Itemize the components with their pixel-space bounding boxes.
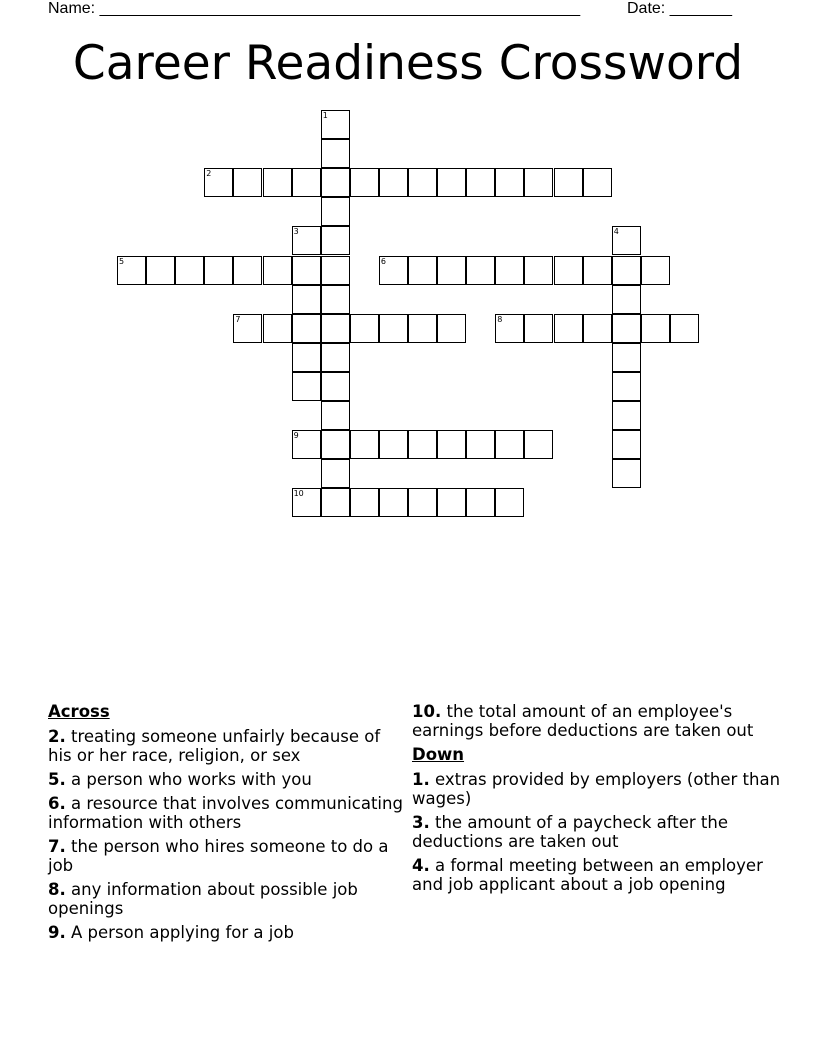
grid-cell[interactable] xyxy=(146,256,175,285)
grid-cell[interactable] xyxy=(437,256,466,285)
grid-cell[interactable] xyxy=(321,488,350,517)
grid-cell[interactable] xyxy=(292,343,321,372)
grid-cell[interactable] xyxy=(292,488,321,517)
grid-cell[interactable] xyxy=(350,488,379,517)
grid-cell[interactable] xyxy=(524,314,553,343)
clue-text: the total amount of an employee's earnings before deductions are taken out xyxy=(412,702,754,740)
clue-down-1 xyxy=(412,770,782,808)
grid-cell[interactable] xyxy=(408,314,437,343)
grid-cell[interactable] xyxy=(321,372,350,401)
grid-cell[interactable] xyxy=(554,256,583,285)
grid-cell[interactable] xyxy=(379,314,408,343)
page-title: Career Readiness Crossword xyxy=(72,36,744,91)
grid-cell[interactable] xyxy=(292,256,321,285)
grid-cell[interactable] xyxy=(175,256,204,285)
grid-cell[interactable] xyxy=(379,256,408,285)
grid-cell[interactable] xyxy=(670,314,699,343)
grid-cell[interactable] xyxy=(204,256,233,285)
cell-number: 8 xyxy=(497,314,503,324)
grid-cell[interactable] xyxy=(466,168,495,197)
grid-cell[interactable] xyxy=(437,168,466,197)
grid-cell[interactable] xyxy=(408,488,437,517)
cell-number: 5 xyxy=(119,256,125,266)
clue-across-8 xyxy=(48,880,408,918)
clue-number: 7. xyxy=(48,837,66,856)
grid-cell[interactable] xyxy=(204,168,233,197)
clue-text: a formal meeting between an employer and job applicant about a job opening xyxy=(412,856,763,894)
grid-cell[interactable] xyxy=(437,430,466,459)
grid-cell[interactable] xyxy=(554,314,583,343)
clue-text: a resource that involves communicating information with others xyxy=(48,794,403,832)
grid-cell[interactable] xyxy=(350,314,379,343)
cell-number: 4 xyxy=(613,227,619,237)
clue-text: a person who works with you xyxy=(71,770,312,789)
grid-cell[interactable] xyxy=(350,430,379,459)
clue-number: 3. xyxy=(412,813,430,832)
grid-cell[interactable] xyxy=(350,168,379,197)
grid-cell[interactable] xyxy=(321,139,350,168)
grid-cell[interactable] xyxy=(437,314,466,343)
grid-cell[interactable] xyxy=(263,168,292,197)
grid-cell[interactable] xyxy=(495,488,524,517)
grid-cell[interactable] xyxy=(408,256,437,285)
clue-number: 10. xyxy=(412,702,442,721)
grid-cell[interactable] xyxy=(495,256,524,285)
grid-cell[interactable] xyxy=(612,285,641,314)
cell-number: 1 xyxy=(322,111,328,120)
grid-cell[interactable] xyxy=(117,256,146,285)
clues-column-left xyxy=(48,702,408,947)
grid-cell[interactable] xyxy=(292,430,321,459)
grid-cell[interactable] xyxy=(466,430,495,459)
clue-text: A person applying for a job xyxy=(71,923,294,942)
cell-number: 9 xyxy=(293,431,299,441)
grid-cell[interactable] xyxy=(321,343,350,372)
grid-cell[interactable] xyxy=(524,430,553,459)
grid-cell[interactable] xyxy=(466,256,495,285)
grid-cell[interactable] xyxy=(321,430,350,459)
clue-number: 1. xyxy=(412,770,430,789)
grid-cell[interactable] xyxy=(612,314,641,343)
grid-cell[interactable] xyxy=(321,256,350,285)
grid-cell[interactable] xyxy=(495,314,524,343)
grid-cell[interactable] xyxy=(495,430,524,459)
grid-cell[interactable] xyxy=(263,314,292,343)
grid-cell[interactable] xyxy=(583,314,612,343)
grid-cell[interactable] xyxy=(292,226,321,255)
grid-cell[interactable] xyxy=(233,314,262,343)
grid-cell[interactable] xyxy=(263,256,292,285)
grid-cell[interactable] xyxy=(612,459,641,488)
clue-number: 4. xyxy=(412,856,430,875)
cell-number: 2 xyxy=(206,169,212,179)
grid-cell[interactable] xyxy=(292,372,321,401)
clue-text: any information about possible job openings xyxy=(48,880,358,918)
clue-across-6 xyxy=(48,794,408,832)
down-heading: Down xyxy=(412,745,465,764)
clue-down-4 xyxy=(412,856,782,894)
clue-across-10 xyxy=(412,702,782,740)
grid-cell[interactable] xyxy=(583,168,612,197)
across-heading: Across xyxy=(48,702,110,721)
grid-cell[interactable] xyxy=(495,168,524,197)
grid-cell[interactable] xyxy=(437,488,466,517)
clue-number: 6. xyxy=(48,794,66,813)
clue-text: extras provided by employers (other than wages) xyxy=(412,770,781,808)
grid-cell[interactable] xyxy=(321,285,350,314)
grid-cell[interactable] xyxy=(292,314,321,343)
grid-cell[interactable] xyxy=(612,226,641,255)
grid-cell[interactable] xyxy=(321,459,350,488)
grid-cell[interactable] xyxy=(641,256,670,285)
grid-cell[interactable] xyxy=(321,168,350,197)
cell-number: 3 xyxy=(293,227,299,237)
grid-cell[interactable] xyxy=(321,401,350,430)
grid-cell[interactable] xyxy=(321,197,350,226)
grid-cell[interactable] xyxy=(233,256,262,285)
clues-column-right xyxy=(412,702,782,899)
grid-cell[interactable] xyxy=(466,488,495,517)
clue-number: 2. xyxy=(48,727,66,746)
grid-cell[interactable] xyxy=(524,256,553,285)
cell-number: 6 xyxy=(380,256,386,266)
grid-cell[interactable] xyxy=(408,430,437,459)
clue-text: the amount of a paycheck after the deductions are taken out xyxy=(412,813,728,851)
clue-number: 5. xyxy=(48,770,66,789)
date-field-label: Date: _______ xyxy=(627,0,732,17)
grid-cell[interactable] xyxy=(321,226,350,255)
name-field-label: Name: ______________________________________________________ xyxy=(48,0,581,17)
grid-cell[interactable] xyxy=(612,256,641,285)
clue-number: 8. xyxy=(48,880,66,899)
clue-across-9 xyxy=(48,923,408,942)
grid-cell[interactable] xyxy=(554,168,583,197)
grid-cell[interactable] xyxy=(379,430,408,459)
grid-cell[interactable] xyxy=(583,256,612,285)
grid-cell[interactable] xyxy=(379,168,408,197)
clue-across-5 xyxy=(48,770,408,789)
clue-across-7 xyxy=(48,837,408,875)
clue-text: the person who hires someone to do a job xyxy=(48,837,389,875)
grid-cell[interactable] xyxy=(641,314,670,343)
cell-number: 10 xyxy=(293,489,304,499)
grid-cell[interactable] xyxy=(408,168,437,197)
grid-cell[interactable] xyxy=(612,430,641,459)
grid-cell[interactable] xyxy=(321,314,350,343)
grid-cell[interactable] xyxy=(233,168,262,197)
grid-cell[interactable] xyxy=(524,168,553,197)
clue-down-3 xyxy=(412,813,782,851)
grid-cell[interactable] xyxy=(612,401,641,430)
grid-cell[interactable] xyxy=(379,488,408,517)
grid-cell[interactable] xyxy=(612,343,641,372)
clue-text: treating someone unfairly because of his or her race, religion, or sex xyxy=(48,727,381,765)
grid-cell[interactable] xyxy=(612,372,641,401)
clue-across-2 xyxy=(48,727,408,765)
clue-number: 9. xyxy=(48,923,66,942)
cell-number: 7 xyxy=(235,314,241,324)
grid-cell[interactable] xyxy=(321,110,350,139)
grid-cell[interactable] xyxy=(292,285,321,314)
grid-cell[interactable] xyxy=(292,168,321,197)
